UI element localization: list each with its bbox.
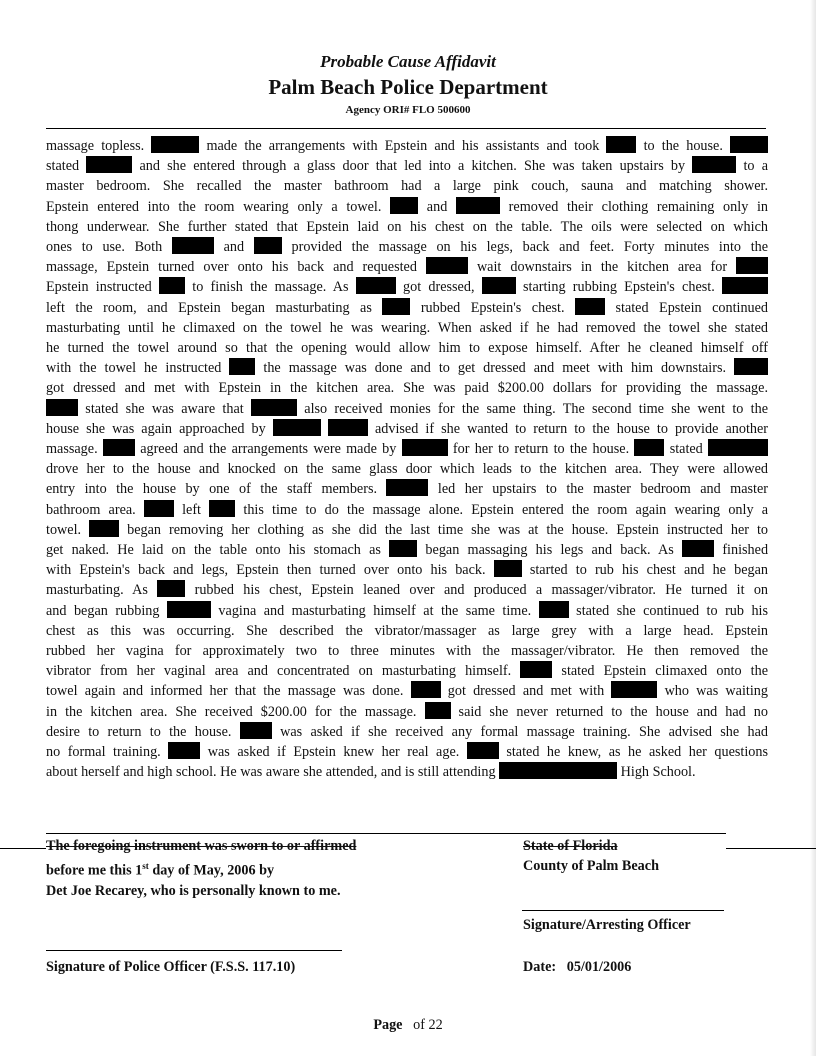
document-title: Probable Cause Affidavit	[320, 52, 496, 71]
narrative-text: towel.	[46, 521, 82, 538]
narrative-line	[46, 136, 768, 156]
narrative-line	[46, 742, 768, 762]
department-name: Palm Beach Police Department	[268, 75, 548, 99]
narrative-text: about herself and high school. He was aware she attended, and is still attending	[46, 764, 496, 781]
narrative-text: stated	[669, 441, 703, 458]
narrative-line	[46, 601, 768, 621]
narrative-line	[46, 560, 768, 580]
narrative-line	[46, 540, 768, 560]
redaction-box	[209, 500, 235, 517]
header-rule	[46, 128, 766, 129]
narrative-text: Epstein instructed	[46, 279, 152, 296]
redaction-box	[103, 439, 135, 456]
narrative-text: house she was again approached by	[46, 420, 266, 437]
redaction-box	[708, 439, 768, 456]
redaction-box	[692, 156, 736, 173]
police-signature-label: Signature of Police Officer (F.S.S. 117.10)	[46, 959, 296, 975]
redaction-box	[356, 277, 396, 294]
narrative-text: removed their clothing remaining only in	[508, 198, 769, 215]
narrative-text: bathroom area.	[46, 501, 136, 518]
narrative-text: this time to do the massage alone. Epstein entered the room again wearing only a	[243, 501, 769, 518]
narrative-line	[46, 702, 768, 722]
narrative-line	[46, 762, 768, 782]
date-value: 05/01/2006	[566, 959, 632, 975]
narrative-line	[46, 681, 768, 701]
narrative-text: with the towel he instructed	[46, 360, 222, 377]
narrative-line	[46, 338, 768, 358]
narrative-text: master bedroom. She recalled the master bathroom had a large pink couch, sauna and matching shower.	[46, 178, 768, 195]
narrative-text: High School.	[620, 764, 696, 781]
arresting-signature-line	[522, 910, 724, 911]
narrative-text: drove her to the house and knocked on the same glass door which leads to the kitchen area. They were allowed	[46, 461, 768, 478]
redaction-box	[328, 419, 368, 436]
county-label: County of Palm Beach	[523, 858, 659, 874]
narrative-line	[46, 459, 768, 479]
redaction-box	[167, 601, 211, 618]
narrative-text: he turned the towel around so that the opening would allow him to expose himself. After he cleaned himself off	[46, 340, 768, 357]
narrative-line	[46, 479, 768, 499]
narrative-text: agreed and the arrangements were made by	[140, 441, 397, 458]
narrative-line	[46, 580, 768, 600]
narrative-text: masturbating until he climaxed on the towel he was wearing. When asked if he had removed the towel she stated	[46, 319, 768, 336]
redaction-box	[389, 540, 417, 557]
narrative-line	[46, 378, 768, 398]
affidavit-narrative	[46, 136, 768, 783]
narrative-text: also received monies for the same thing. The second time she went to the	[304, 400, 768, 417]
narrative-line	[46, 197, 768, 217]
narrative-text: ones to use. Both	[46, 239, 163, 256]
narrative-line	[46, 318, 768, 338]
narrative-text: vagina and masturbating himself at the same time.	[218, 602, 532, 619]
narrative-line	[46, 722, 768, 742]
oath-line-1: The foregoing instrument was sworn to or affirmed	[46, 838, 357, 854]
narrative-line	[46, 500, 768, 520]
redaction-box	[402, 439, 448, 456]
redaction-box	[467, 742, 499, 759]
narrative-text: desire to return to the house.	[46, 723, 232, 740]
narrative-text: to the house.	[643, 138, 723, 154]
redaction-box	[722, 277, 768, 294]
page-number: Page of 22	[373, 1017, 443, 1033]
redaction-box	[382, 298, 410, 315]
narrative-text: who was waiting	[664, 683, 768, 700]
police-signature-line	[46, 950, 342, 951]
redaction-box	[254, 237, 282, 254]
redaction-box	[386, 479, 428, 496]
narrative-text: stated she continued to rub his	[576, 602, 769, 619]
narrative-text: thong underwear. She further stated that Epstein laid on his chest on the table. The oils were selected on which	[46, 218, 768, 235]
date-field	[523, 957, 631, 977]
narrative-line	[46, 439, 768, 459]
narrative-line	[46, 237, 768, 257]
narrative-text: towel again and informed her that the massage was done.	[46, 683, 404, 700]
redaction-box	[159, 277, 185, 294]
narrative-text: to a	[743, 158, 768, 175]
redaction-box	[86, 156, 132, 173]
redaction-box	[736, 257, 768, 274]
redaction-box	[734, 358, 768, 375]
narrative-line	[46, 257, 768, 277]
oath-statement	[46, 836, 356, 901]
redaction-box	[229, 358, 255, 375]
date-label: Date:	[523, 959, 557, 975]
footer-rule-left-stub	[0, 848, 46, 849]
narrative-line	[46, 176, 768, 196]
redaction-box	[606, 136, 636, 153]
narrative-text: massage, Epstein turned over onto his back and requested	[46, 259, 417, 276]
narrative-text: Epstein entered into the room wearing only a towel.	[46, 198, 382, 215]
narrative-text: began removing her clothing as she did the last time she was at the house. Epstein instructed her to	[127, 521, 769, 538]
redaction-box	[46, 399, 78, 416]
redaction-box	[144, 500, 174, 517]
narrative-text: got dressed,	[403, 279, 475, 296]
narrative-text: was asked if she received any formal massage training. She advised she had	[280, 723, 768, 740]
narrative-text: stated	[46, 158, 80, 175]
narrative-text: and	[426, 198, 448, 215]
state-label: State of Florida	[523, 838, 618, 854]
narrative-text: and	[223, 239, 245, 256]
narrative-text: get naked. He laid on the table onto his stomach as	[46, 542, 381, 559]
redaction-box	[611, 681, 657, 698]
redaction-box	[89, 520, 119, 537]
narrative-text: and she entered through a glass door that led into a kitchen. She was taken upstairs by	[139, 158, 686, 175]
narrative-line	[46, 621, 768, 641]
narrative-text: made the arrangements with Epstein and his assistants and took	[206, 138, 600, 154]
narrative-line	[46, 641, 768, 661]
oath-line-2: before me this 1st day of May, 2006 by	[46, 861, 275, 879]
narrative-text: started to rub his chest and he began	[529, 562, 768, 579]
agency-id: Agency ORI# FLO 500600	[345, 104, 471, 116]
narrative-text: left	[182, 501, 201, 518]
redaction-box	[575, 298, 605, 315]
narrative-text: in the kitchen area. She received $200.00 for the massage.	[46, 703, 417, 720]
narrative-text: was asked if Epstein knew her real age.	[207, 744, 460, 761]
narrative-text: rubbed Epstein's chest.	[420, 299, 565, 316]
redaction-box	[520, 661, 552, 678]
redaction-box	[168, 742, 200, 759]
redaction-box	[273, 419, 321, 436]
narrative-text: entry into the house by one of the staff members.	[46, 481, 378, 498]
redaction-box	[425, 702, 451, 719]
narrative-text: advised if she wanted to return to the house to provide another	[374, 420, 768, 437]
narrative-text: finished	[722, 542, 769, 559]
redaction-box	[157, 580, 185, 597]
narrative-text: chest as this was occurring. She described the vibrator/massager as large grey with a large head. Epstein	[46, 622, 768, 639]
narrative-text: got dressed and met with	[447, 683, 605, 700]
narrative-line	[46, 277, 768, 297]
redaction-box	[494, 560, 522, 577]
oath-line-3: Det Joe Recarey, who is personally known to me.	[46, 882, 341, 899]
redaction-box	[151, 136, 199, 153]
redaction-box	[499, 762, 617, 779]
redaction-box	[411, 681, 441, 698]
redaction-box	[482, 277, 516, 294]
narrative-line	[46, 399, 768, 419]
narrative-line	[46, 661, 768, 681]
narrative-text: stated she was aware that	[85, 400, 244, 417]
narrative-line	[46, 419, 768, 439]
footer-rule-right-stub	[726, 848, 816, 849]
narrative-text: provided the massage on his legs, back and feet. Forty minutes into the	[291, 239, 769, 256]
narrative-line	[46, 358, 768, 378]
narrative-text: massage topless.	[46, 138, 145, 154]
narrative-line	[46, 298, 768, 318]
narrative-text: stated Epstein continued	[615, 299, 769, 316]
narrative-text: stated Epstein climaxed onto the	[561, 663, 769, 680]
footer-rule-long	[46, 833, 726, 834]
narrative-text: the massage was done and to get dressed and meet with him downstairs.	[263, 360, 727, 377]
narrative-text: stated he knew, as he asked her questions	[506, 744, 768, 761]
narrative-line	[46, 217, 768, 237]
narrative-text: no formal training.	[46, 744, 161, 761]
narrative-text: left the room, and Epstein began masturbating as	[46, 299, 372, 316]
redaction-box	[172, 237, 214, 254]
redaction-box	[390, 197, 418, 214]
narrative-text: and began rubbing	[46, 602, 160, 619]
narrative-line	[46, 156, 768, 176]
narrative-text: massage.	[46, 441, 98, 458]
arresting-signature-label: Signature/Arresting Officer	[523, 917, 691, 933]
narrative-text: rubbed his chest, Epstein leaned over and produced a massager/vibrator. He turned it on	[194, 582, 769, 599]
narrative-text: began massaging his legs and back. As	[425, 542, 674, 559]
scan-edge-shadow	[810, 0, 816, 1056]
redaction-box	[634, 439, 664, 456]
narrative-text: led her upstairs to the master bedroom and master	[437, 481, 769, 498]
redaction-box	[251, 399, 297, 416]
redaction-box	[456, 197, 500, 214]
narrative-text: wait downstairs in the kitchen area for	[476, 259, 728, 276]
narrative-text: for her to return to the house.	[452, 441, 630, 458]
narrative-text: masturbating. As	[46, 582, 148, 599]
redaction-box	[240, 722, 272, 739]
redaction-box	[730, 136, 768, 153]
narrative-text: with Epstein's back and legs, Epstein then turned over onto his back.	[46, 562, 486, 579]
narrative-line	[46, 520, 768, 540]
narrative-text: rubbed her vagina for approximately two to three minutes with the massager/vibrator. He then removed the	[46, 643, 768, 660]
redaction-box	[539, 601, 569, 618]
narrative-text: got dressed and met with Epstein in the kitchen area. She was paid $200.00 dollars for providing the massage.	[46, 380, 768, 397]
narrative-text: starting rubbing Epstein's chest.	[523, 279, 715, 296]
narrative-text: said she never returned to the house and had no	[458, 703, 768, 720]
redaction-box	[426, 257, 468, 274]
narrative-text: vibrator from her vaginal area and concentrated on masturbating himself.	[46, 663, 512, 680]
jurisdiction	[523, 836, 659, 876]
redaction-box	[682, 540, 714, 557]
narrative-text: to finish the massage. As	[192, 279, 349, 296]
